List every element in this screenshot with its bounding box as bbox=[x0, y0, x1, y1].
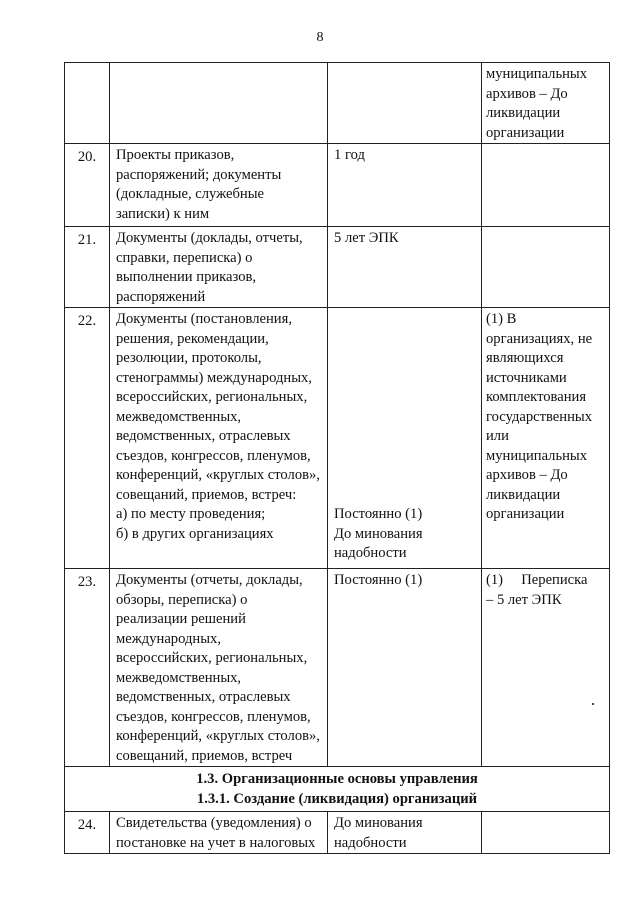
note-cell: (1) Переписка – 5 лет ЭПК bbox=[482, 569, 610, 767]
note-cell bbox=[482, 144, 610, 227]
document-description: Проекты приказов, распоряжений; документы (докладные, служебные записки) к ним bbox=[110, 144, 328, 227]
retention-term: Постоянно (1) До минования надобности bbox=[328, 308, 482, 569]
table-row bbox=[65, 227, 610, 308]
document-description: Документы (доклады, отчеты, справки, переписка) о выполнении приказов, распоряжений bbox=[110, 227, 328, 308]
subsection-title: 1.3.1. Создание (ликвидация) организаций bbox=[196, 790, 478, 807]
scan-speck bbox=[592, 703, 594, 705]
document-description: Документы (постановления, решения, рекомендации, резолюции, протоколы, стенограммы) международных, всероссийских, региональных, межведомственных, ведомственных, отраслевых съездов, конгрессов, пленумов, конференций, «круглых столов», совещаний, приемов, встреч: а) по месту проведения; б) в других организациях bbox=[110, 308, 328, 569]
document-description: Документы (отчеты, доклады, обзоры, переписка) о реализации решений международных, всероссийских, региональных, межведомственных, ведомственных, отраслевых съездов, конгрессов, пленумов, конференций, «круглых столов», совещаний, приемов, встреч bbox=[110, 569, 328, 767]
table-row bbox=[65, 569, 610, 767]
section-heading bbox=[65, 767, 610, 812]
row-number: 23. bbox=[65, 569, 110, 767]
table-row bbox=[65, 144, 610, 227]
note-cell: (1) В организациях, не являющихся источниками комплектования государственных или муниципальных архивов – До ликвидации организации bbox=[482, 308, 610, 569]
records-retention-table bbox=[64, 62, 610, 854]
retention-term bbox=[328, 63, 482, 144]
table-row bbox=[65, 63, 610, 144]
document-description bbox=[110, 63, 328, 144]
document-description: Свидетельства (уведомления) о постановке на учет в налоговых bbox=[110, 812, 328, 854]
note-cell bbox=[482, 227, 610, 308]
row-number: 24. bbox=[65, 812, 110, 854]
page-number: 8 bbox=[316, 30, 324, 45]
retention-term: 5 лет ЭПК bbox=[328, 227, 482, 308]
section-title: 1.3. Организационные основы управления bbox=[196, 771, 478, 787]
retention-term: Постоянно (1) bbox=[328, 569, 482, 767]
table-row bbox=[65, 308, 610, 569]
section-heading-row bbox=[65, 767, 610, 812]
row-number: 20. bbox=[65, 144, 110, 227]
retention-term: 1 год bbox=[328, 144, 482, 227]
note-cell: муниципальных архивов – До ликвидации организации bbox=[482, 63, 610, 144]
table-row bbox=[65, 812, 610, 854]
row-number: 21. bbox=[65, 227, 110, 308]
row-number bbox=[65, 63, 110, 144]
note-cell bbox=[482, 812, 610, 854]
row-number: 22. bbox=[65, 308, 110, 569]
retention-term: До минования надобности bbox=[328, 812, 482, 854]
